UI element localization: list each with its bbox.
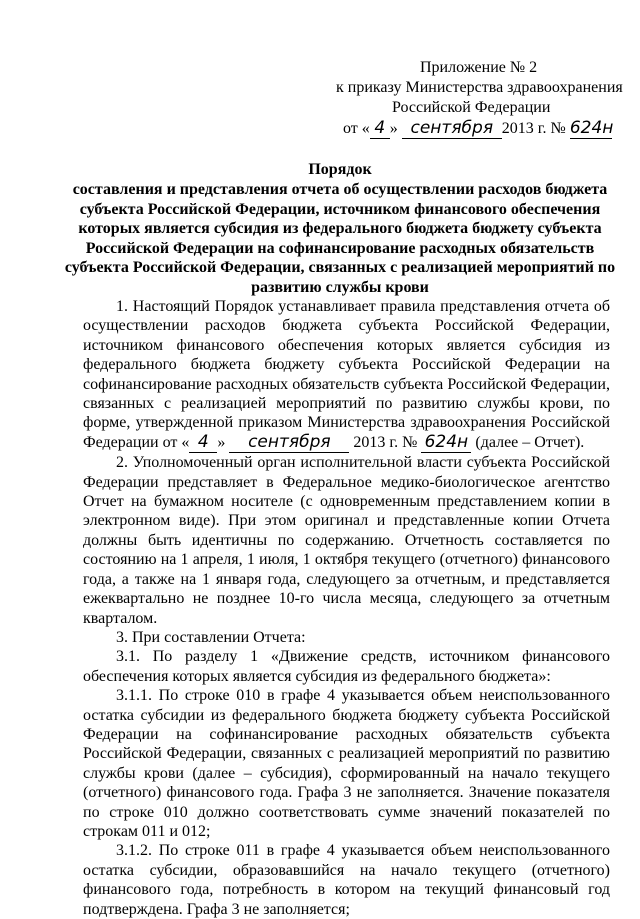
document-title: Порядок (308, 161, 372, 178)
paragraph-1-tail: (далее – Отчет). (475, 433, 585, 451)
date-prefix: от « (343, 120, 370, 137)
paragraph-1-year: 2013 г. № (353, 433, 418, 451)
handwritten-month-inline: сентября (229, 433, 349, 453)
paragraph-3-1-1: 3.1.1. По строке 010 в графе 4 указывается объем неиспользованного остатка субсидии из федерального бюджета бюджету субъекта Российской Федерации на софинансирование расходных обязательств субъекта Российской Федерации, связанных с реализацией мероприятий по развитию службы крови (далее – субсидия), сформированный на начало текущего (отчетного) финансового года. Графа 3 не заполняется. Значение показателя по строке 010 должно соответствовать сумме значений показателей по строкам 011 и 012; (83, 687, 610, 840)
paragraph-3-1: 3.1. По разделу 1 «Движение средств, источником финансового обеспечения которых является субсидия из федерального бюджета»: (83, 648, 610, 685)
date-year: 2013 г. № (501, 120, 566, 137)
paragraph-1-quote: » (217, 433, 226, 451)
document-body (83, 297, 610, 919)
paragraph-3-1-2: 3.1.2. По строке 011 в графе 4 указывается объем неиспользованного остатка субсидии, образовавшийся на начало текущего (отчетного) финансового года, потребность в котором на текущий финансовый год подтверждена. Графа 3 не заполняется; (83, 842, 610, 918)
order-date-line (343, 118, 612, 139)
paragraph-1-text: 1. Настоящий Порядок устанавливает правила представления отчета об осуществлении расходов бюджета субъекта Российской Федерации, источником финансового обеспечения которых является субсидия из федерального бюджета бюджету субъекта Российской Федерации на софинансирование расходных обязательств субъекта Российской Федерации, связанных с реализацией мероприятий по развитию службы крови, по форме, утвержденной приказом Министерства здравоохранения Российской Федерации от « (83, 298, 610, 451)
order-reference: к приказу Министерства здравоохранения (336, 79, 623, 96)
handwritten-month: сентября (402, 118, 502, 139)
paragraph-2: 2. Уполномоченный орган исполнительной власти субъекта Российской Федерации представляет в Федеральное медико-биологическое агентство Отчет на бумажном носителе (с одновременным представлением копии в электронном виде). При этом оригинал и представленные копии Отчета должны быть идентичны по содержанию. Отчетность составляется по состоянию на 1 апреля, 1 июля, 1 октября текущего (отчетного) финансового года, а также на 1 января года, следующего за отчетным, и представляется ежеквартально не позднее 10-го числа месяца, следующего за отчетным кварталом. (83, 454, 610, 627)
date-quote-close: » (389, 120, 398, 137)
paragraph-1 (83, 297, 610, 453)
handwritten-number-inline: 624н (421, 433, 471, 453)
appendix-label: Приложение № 2 (420, 59, 538, 76)
document-subtitle: составления и представления отчета об осуществлении расходов бюджета субъекта Российской Федерации, источником финансового обеспечения которых является субсидия из федерального бюджета бюджету субъекта Российской Федерации на софинансирование расходных обязательств субъекта Российской Федерации, связанных с реализацией мероприятий по развитию службы крови (64, 181, 616, 296)
handwritten-order-number: 624н (569, 118, 614, 138)
handwritten-day-inline: 4 (189, 433, 217, 453)
handwritten-day: 4 (370, 118, 390, 139)
paragraph-3: 3. При составлении Отчета: (116, 628, 306, 646)
federation-label: Российской Федерации (392, 99, 551, 116)
